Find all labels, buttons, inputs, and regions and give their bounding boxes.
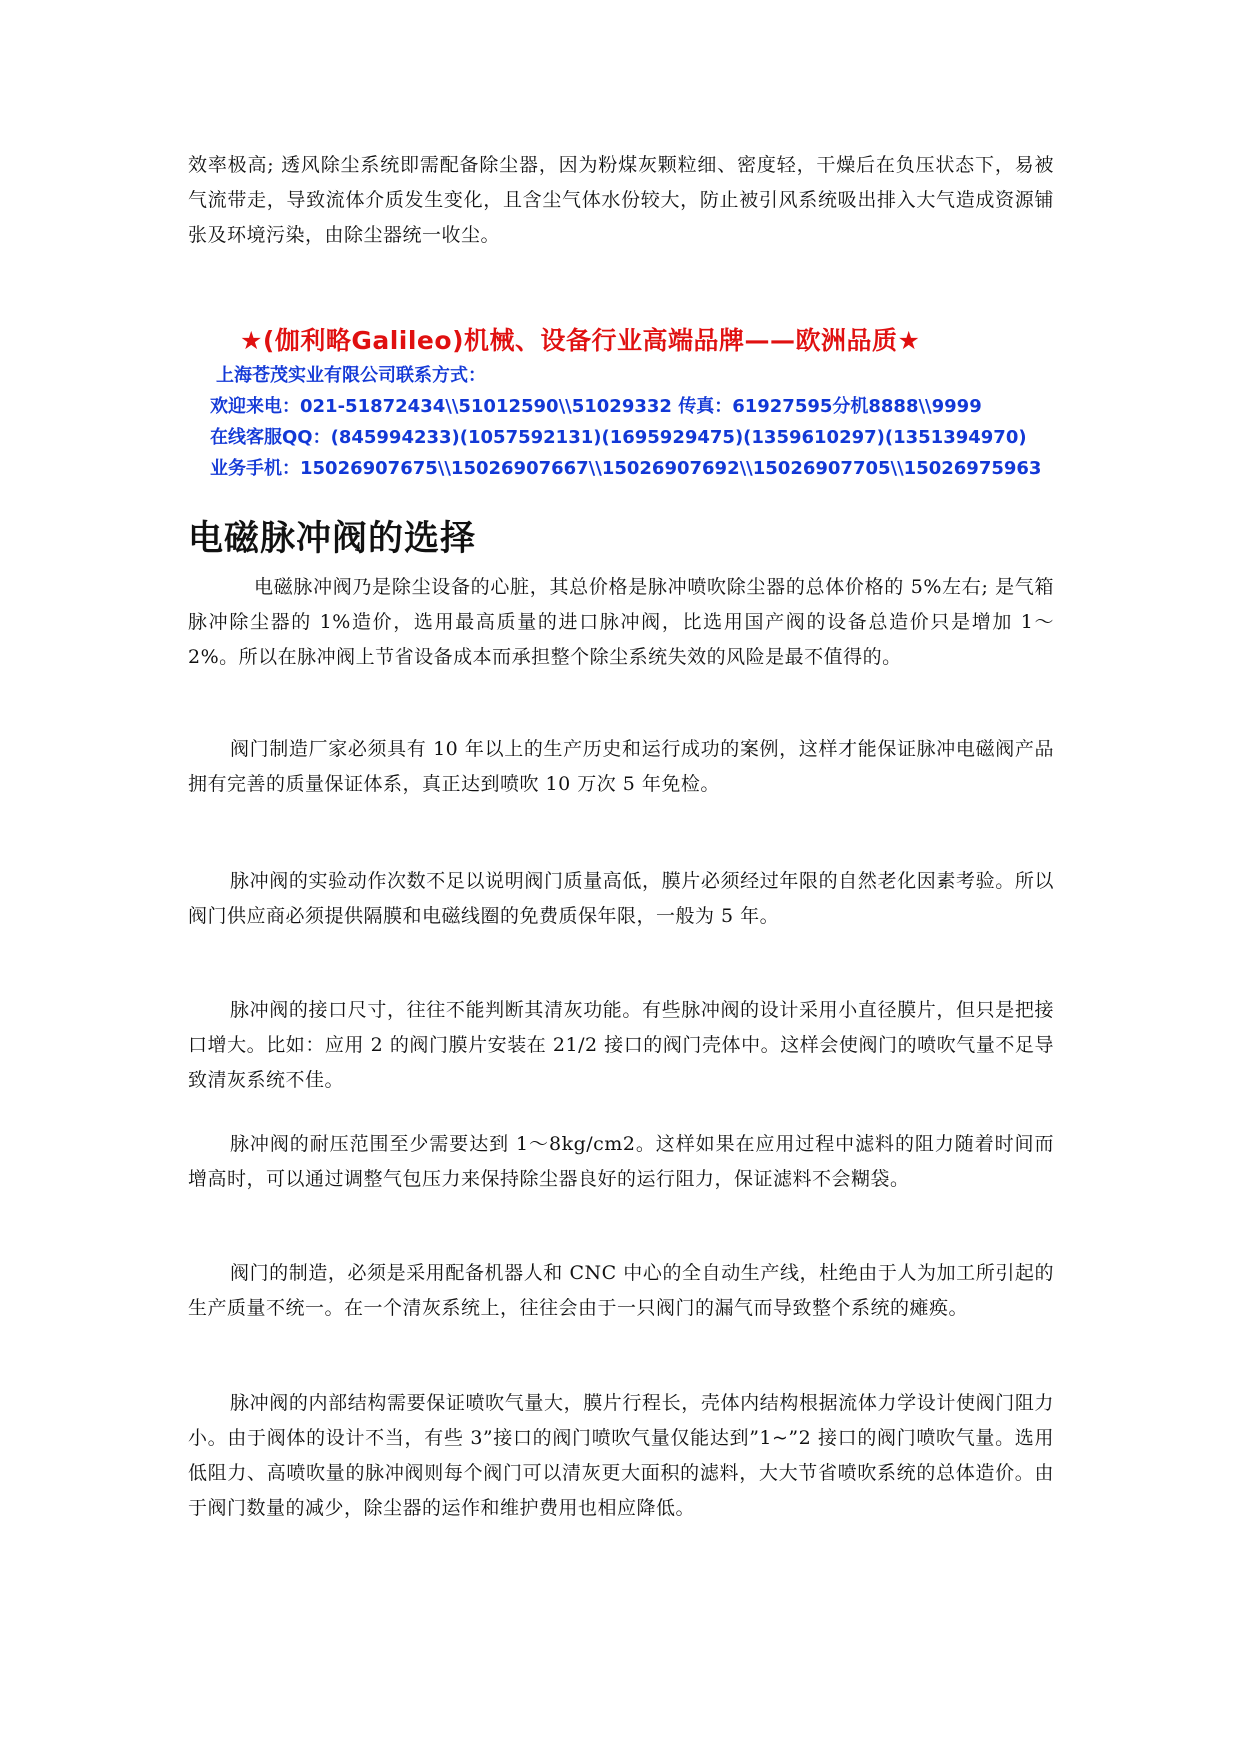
banner-title: ★(伽利略Galileo)机械、设备行业高端品牌——欧洲品质★ xyxy=(240,326,921,355)
body-paragraph: 阀门的制造，必须是采用配备机器人和 CNC 中心的全自动生产线，杜绝由于人为加工所引起的生产质量不统一。在一个清灰系统上，往往会由于一只阀门的漏气而导致整个系统的瘫痪。 xyxy=(188,1262,1054,1319)
body-paragraph: 脉冲阀的内部结构需要保证喷吹气量大，膜片行程长，壳体内结构根据流体力学设计使阀门阻力小。由于阀体的设计不当，有些 3”接口的阀门喷吹气量仅能达到”1~”2 接口的阀门喷吹气量。选用低阻力、高喷吹量的脉冲阀则每个阀门可以清灰更大面积的滤料，大大节省喷吹系统的总体造价。由于阀门数量的减少，除尘器的运作和维护费用也相应降低。 xyxy=(188,1392,1054,1519)
body-paragraph: 电磁脉冲阀乃是除尘设备的心脏，其总价格是脉冲喷吹除尘器的总体价格的 5%左右; 是气箱脉冲除尘器的 1%造价，选用最高质量的进口脉冲阀，比选用国产阀的设备总造价只是增加 1～2%。所以在脉冲阀上节省设备成本而承担整个除尘系统失效的风险是最不值得的。 xyxy=(188,576,1054,668)
contact-banner xyxy=(210,322,1070,484)
banner-phone: 欢迎来电：021-51872434\\51012590\\51029332 传真：61927595分机8888\\9999 xyxy=(210,396,982,417)
body-paragraph: 脉冲阀的接口尺寸，往往不能判断其清灰功能。有些脉冲阀的设计采用小直径膜片，但只是把接口增大。比如：应用 2 的阀门膜片安装在 21/2 接口的阀门壳体中。这样会使阀门的喷吹气量不足导致清灰系统不佳。 xyxy=(188,999,1054,1091)
banner-qq: 在线客服QQ：(845994233)(1057592131)(1695929475)(1359610297)(1351394970) xyxy=(210,427,1027,448)
body-paragraph: 阀门制造厂家必须具有 10 年以上的生产历史和运行成功的案例，这样才能保证脉冲电磁阀产品拥有完善的质量保证体系，真正达到喷吹 10 万次 5 年免检。 xyxy=(188,738,1054,795)
body-paragraph: 脉冲阀的实验动作次数不足以说明阀门质量高低，膜片必须经过年限的自然老化因素考验。所以阀门供应商必须提供隔膜和电磁线圈的免费质保年限，一般为 5 年。 xyxy=(188,870,1054,927)
intro-paragraph: 效率极高; 透风除尘系统即需配备除尘器，因为粉煤灰颗粒细、密度轻，干燥后在负压状态下，易被气流带走，导致流体介质发生变化，且含尘气体水份较大，防止被引风系统吸出排入大气造成资源铺张及环境污染，由除尘器统一收尘。 xyxy=(188,154,1054,246)
banner-company: 上海苍茂实业有限公司联系方式： xyxy=(216,365,486,386)
section-heading: 电磁脉冲阀的选择 xyxy=(188,519,477,559)
body-paragraph: 脉冲阀的耐压范围至少需要达到 1～8kg/cm2。这样如果在应用过程中滤料的阻力随着时间而增高时，可以通过调整气包压力来保持除尘器良好的运行阻力，保证滤料不会糊袋。 xyxy=(188,1133,1054,1190)
banner-mobile: 业务手机：15026907675\\15026907667\\15026907692\\15026907705\\15026975963 xyxy=(210,458,1042,479)
